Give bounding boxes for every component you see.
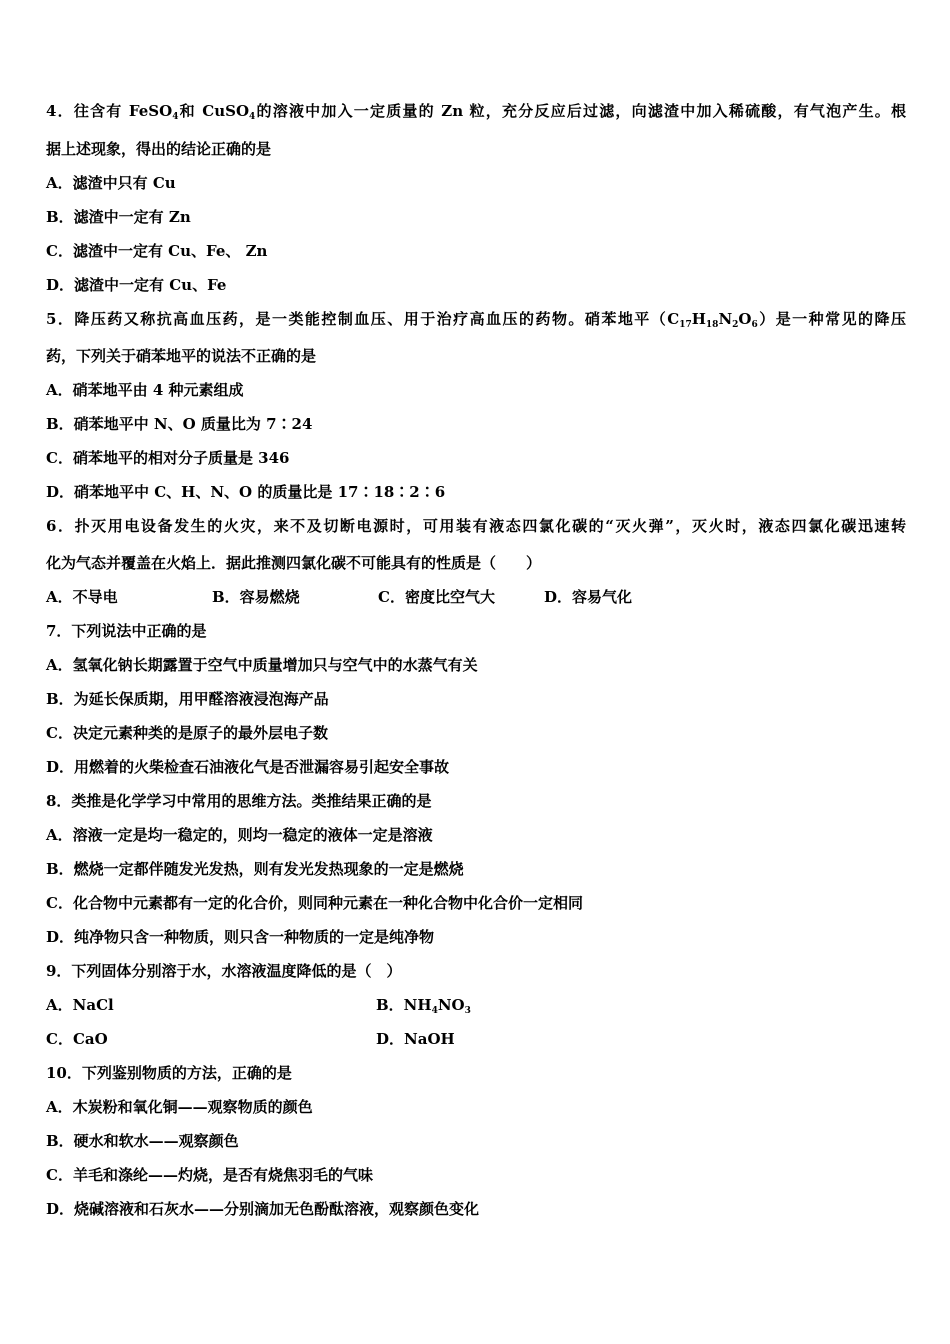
q9-option-c: C．CaO xyxy=(46,1030,108,1048)
q6-option-b: B．容易燃烧 xyxy=(212,588,300,606)
q4-option-a: A．滤渣中只有 Cu xyxy=(46,174,176,192)
q9-option-b: B．$NH_4NO_3$ xyxy=(376,996,471,1016)
q8-stem: 8．类推是化学学习中常用的思维方法。类推结果正确的是 xyxy=(46,792,432,810)
q7-option-b: B．为延长保质期，用甲醛溶液浸泡海产品 xyxy=(46,690,329,708)
q6-options-row xyxy=(46,587,632,607)
q7-option-a: A．氢氧化钠长期露置于空气中质量增加只与空气中的水蒸气有关 xyxy=(46,656,478,674)
q4-option-b: B．滤渣中一定有 Zn xyxy=(46,208,191,226)
q8-option-a: A．溶液一定是均一稳定的，则均一稳定的液体一定是溶液 xyxy=(46,826,433,844)
q5-option-b: B．硝苯地平中 N、O 质量比为 7∶24 xyxy=(46,415,313,433)
q9-stem: 9．下列固体分别溶于水，水溶液温度降低的是（ ） xyxy=(46,962,402,980)
q8-option-d: D．纯净物只含一种物质，则只含一种物质的一定是纯净物 xyxy=(46,928,435,946)
q6-option-d: D．容易气化 xyxy=(544,588,633,606)
q9-option-a: A．NaCl xyxy=(46,996,114,1014)
q4-stem-line1: 4．往含有 FeSO$_4$和 CuSO$_4$的溶液中加入一定质量的 Zn 粒，充分反应后过滤，向滤渣中加入稀硫酸，有气泡产生。根 xyxy=(46,102,906,122)
q10-option-b: B．硬水和软水——观察颜色 xyxy=(46,1132,239,1150)
q5-option-a: A．硝苯地平由 4 种元素组成 xyxy=(46,381,244,399)
q5-stem-line2: 药，下列关于硝苯地平的说法不正确的是 xyxy=(46,347,317,365)
q4-option-d: D．滤渣中一定有 Cu、Fe xyxy=(46,276,227,294)
q5-option-c: C．硝苯地平的相对分子质量是 346 xyxy=(46,449,290,467)
q10-option-a: A．木炭粉和氧化铜——观察物质的颜色 xyxy=(46,1098,313,1116)
q6-option-a: A．不导电 xyxy=(46,588,118,606)
q7-stem: 7．下列说法中正确的是 xyxy=(46,622,207,640)
q10-option-d: D．烧碱溶液和石灰水——分别滴加无色酚酞溶液，观察颜色变化 xyxy=(46,1200,480,1218)
q4-stem-line2: 据上述现象，得出的结论正确的是 xyxy=(46,140,272,158)
q10-stem: 10．下列鉴别物质的方法，正确的是 xyxy=(46,1064,292,1082)
q7-option-d: D．用燃着的火柴检查石油液化气是否泄漏容易引起安全事故 xyxy=(46,758,450,776)
q5-stem-line1: 5．降压药又称抗高血压药，是一类能控制血压、用于治疗高血压的药物。硝苯地平$(C_{17}H_{18}N_2O_6)$是一种常见的降压 xyxy=(46,310,906,330)
q7-option-c: C．决定元素种类的是原子的最外层电子数 xyxy=(46,724,328,742)
q8-option-c: C．化合物中元素都有一定的化合价，则同种元素在一种化合物中化合价一定相同 xyxy=(46,894,583,912)
q8-option-b: B．燃烧一定都伴随发光发热，则有发光发热现象的一定是燃烧 xyxy=(46,860,464,878)
q6-option-c: C．密度比空气大 xyxy=(378,588,495,606)
q5-option-d: D．硝苯地平中 C、H、N、O 的质量比是 17∶18∶2∶6 xyxy=(46,483,446,501)
q10-option-c: C．羊毛和涤纶——灼烧，是否有烧焦羽毛的气味 xyxy=(46,1166,373,1184)
q4-option-c: C．滤渣中一定有 Cu、Fe、 Zn xyxy=(46,242,268,260)
q6-stem-line1: 6．扑灭用电设备发生的火灾，来不及切断电源时，可用装有液态四氯化碳的“灭火弹”，灭火时，液态四氯化碳迅速转 xyxy=(46,517,906,535)
q6-stem-line2: 化为气态并覆盖在火焰上．据此推测四氯化碳不可能具有的性质是（ ） xyxy=(46,554,542,572)
q9-option-d: D．NaOH xyxy=(376,1030,455,1048)
